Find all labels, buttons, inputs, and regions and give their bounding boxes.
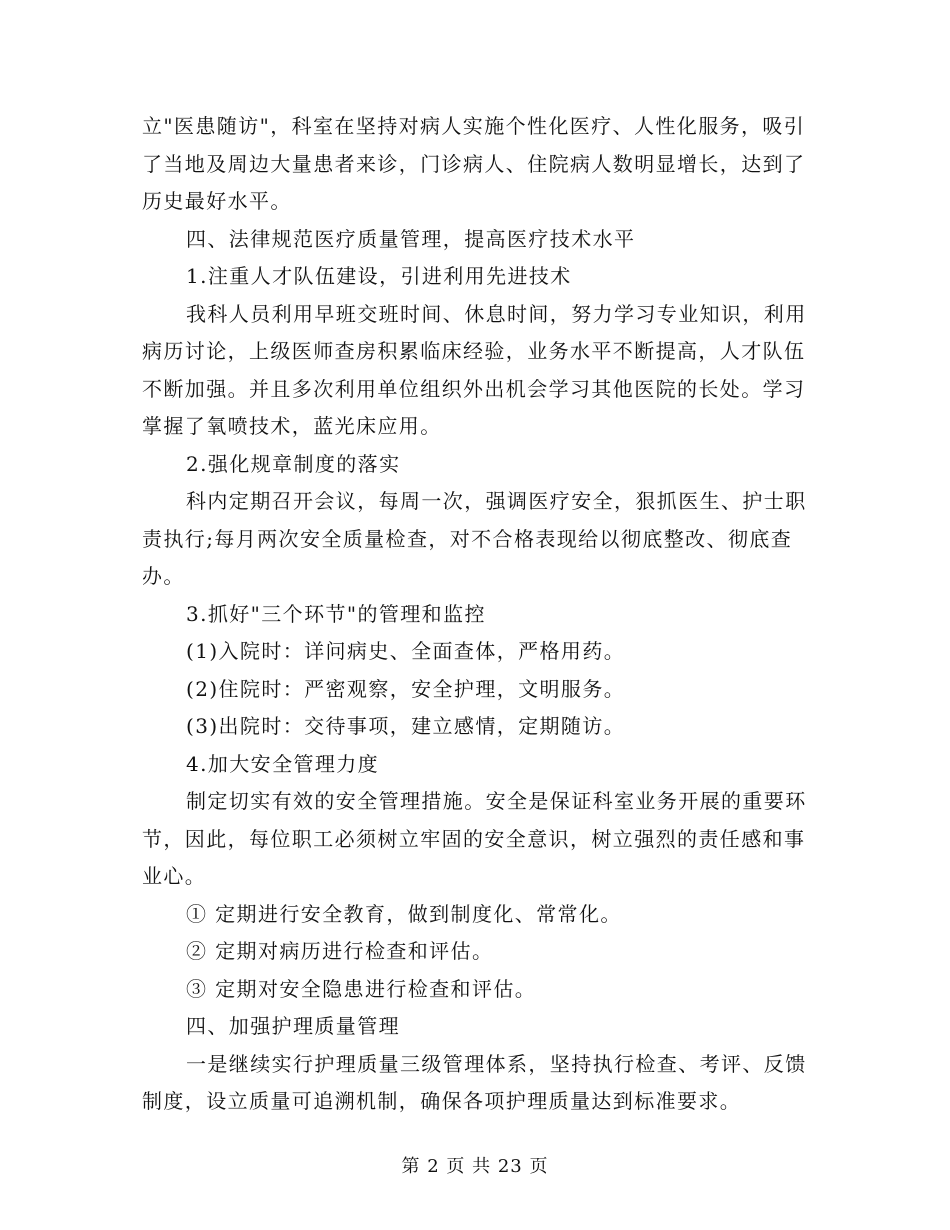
subheading-1: 1.注重人才队伍建设，引进利用先进技术 <box>186 264 572 288</box>
section-heading-4: 四、法律规范医疗质量管理，提高医疗技术水平 <box>186 226 636 251</box>
list-item-record-check: ② 定期对病历进行检查和评估。 <box>186 939 494 963</box>
list-item-safety-education: ① 定期进行安全教育，做到制度化、常常化。 <box>186 901 622 926</box>
list-item-inpatient: (2)住院时：严密观察，安全护理，文明服务。 <box>186 676 626 701</box>
page-footer: 第 2 页 共 23 页 <box>401 1156 549 1177</box>
paragraph-nursing: 一是继续实行护理质量三级管理体系，坚持执行检查、考评、反馈制度，设立质量可追溯机制，确保各项护理质量达到标准要求。 <box>142 1051 807 1113</box>
paragraph-continued: 立"医患随访"，科室在坚持对病人实施个性化医疗、人性化服务，吸引了当地及周边大量患者来诊，门诊病人、住院病人数明显增长，达到了历史最好水平。 <box>142 114 806 213</box>
subheading-4: 4.加大安全管理力度 <box>186 751 380 776</box>
paragraph-safety: 制定切实有效的安全管理措施。安全是保证科室业务开展的重要环节，因此，每位职工必须树立牢固的安全意识，树立强烈的责任感和事业心。 <box>142 789 807 888</box>
list-item-hazard-check: ③ 定期对安全隐患进行检查和评估。 <box>186 976 537 1001</box>
paragraph-rules: 科内定期召开会议，每周一次，强调医疗安全，狠抓医生、护士职责执行;每月两次安全质量检查，对不合格表现给以彻底整改、彻底查办。 <box>142 489 807 588</box>
section-heading-nursing: 四、加强护理质量管理 <box>186 1014 400 1038</box>
list-item-discharge: (3)出院时：交待事项，建立感情，定期随访。 <box>186 714 626 738</box>
subheading-3: 3.抓好"三个环节"的管理和监控 <box>186 601 486 626</box>
subheading-2: 2.强化规章制度的落实 <box>186 451 401 476</box>
list-item-admission: (1)入院时：详问病史、全面查体，严格用药。 <box>186 639 626 663</box>
body-text <box>142 108 808 1121</box>
paragraph-talent: 我科人员利用早班交班时间、休息时间，努力学习专业知识，利用病历讨论，上级医师查房积累临床经验，业务水平不断提高，人才队伍不断加强。并且多次利用单位组织外出机会学习其他医院的长处。学习掌握了氧喷技术，蓝光床应用。 <box>142 301 807 438</box>
